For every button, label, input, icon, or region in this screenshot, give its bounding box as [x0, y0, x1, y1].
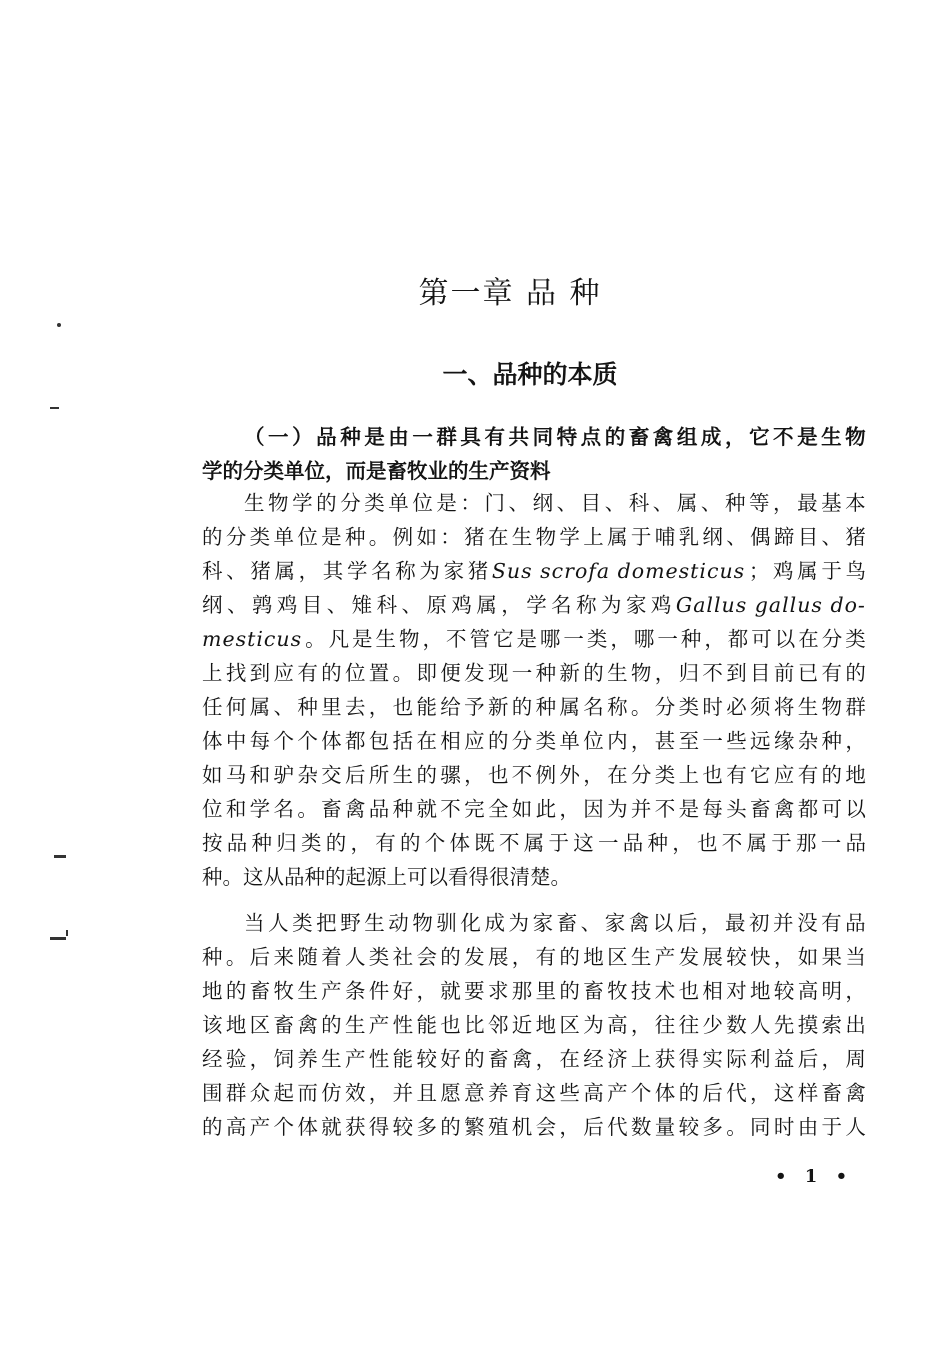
text-line: 位 和 学 名 。 畜 禽 品 种 就 不 完 全 如 此 ， 因 为 并 不 是 每 头 畜 禽 都 可 以 [202, 797, 866, 821]
text-line: 该 地 区 畜 禽 的 生 产 性 能 也 比 邻 近 地 区 为 高 ， 往 往 少 数 人 先 摸 索 出 [202, 1013, 866, 1037]
scan-speck [66, 930, 68, 936]
text-line: 地 的 畜 牧 生 产 条 件 好 ， 就 要 求 那 里 的 畜 牧 技 术 也 相 对 地 较 高 明 ， [202, 979, 866, 1003]
scan-speck [50, 407, 59, 409]
text-line: 经 验 ， 饲 养 生 产 性 能 较 好 的 畜 禽 ， 在 经 济 上 获 得 实 际 利 益 后 ， 周 [202, 1047, 866, 1071]
text-line: 的 分 类 单 位 是 种 。 例 如 ： 猪 在 生 物 学 上 属 于 哺 乳 纲 、 偶 蹄 目 、 猪 [202, 525, 866, 549]
chapter-title: 第一章 品 种 [418, 276, 602, 311]
scan-speck [54, 855, 66, 858]
scan-speck [57, 323, 61, 327]
section-title: 一、品种的本质 [442, 360, 618, 389]
text-line: 体 中 每 个 个 体 都 包 括 在 相 应 的 分 类 单 位 内 ， 甚 至 一 些 远 缘 杂 种 ， [202, 729, 866, 753]
text-line: mesticus 。 凡 是 生 物 ， 不 管 它 是 哪 一 类 ， 哪 一 种 ， 都 可 以 在 分 类 [202, 627, 866, 651]
text-line: 当 人 类 把 野 生 动 物 驯 化 成 为 家 畜 、 家 禽 以 后 ， 最 初 并 没 有 品 [244, 911, 866, 935]
text-line: 学的分类单位，而是畜牧业的生产资料 [202, 459, 551, 483]
text-line: 纲 、 鹑 鸡 目 、 雉 科 、 原 鸡 属 ， 学 名 称 为 家 鸡 Gallus gallus do- [202, 593, 866, 617]
text-line: 上 找 到 应 有 的 位 置 。 即 便 发 现 一 种 新 的 生 物 ， 归 不 到 目 前 已 有 的 [202, 661, 866, 685]
text-line: 围 群 众 起 而 仿 效 ， 并 且 愿 意 养 育 这 些 高 产 个 体 的 后 代 ， 这 样 畜 禽 [202, 1081, 866, 1105]
paragraph-2 [202, 906, 866, 1144]
text-line: 种。这从品种的起源上可以看得很清楚。 [202, 865, 571, 889]
text-line: 种 。 后 来 随 着 人 类 社 会 的 发 展 ， 有 的 地 区 生 产 发 展 较 快 ， 如 果 当 [202, 945, 866, 969]
scan-speck [50, 937, 66, 940]
text-line: 生 物 学 的 分 类 单 位 是 ： 门 、 纲 、 目 、 科 、 属 、 种 等 ， 最 基 本 [244, 491, 866, 515]
paragraph-1 [202, 486, 866, 894]
text-line: 科 、 猪 属 ， 其 学 名 称 为 家 猪 Sus scrofa domesticus ； 鸡 属 于 鸟 [202, 559, 866, 583]
text-line: 按 品 种 归 类 的 ， 有 的 个 体 既 不 属 于 这 一 品 种 ， 也 不 属 于 那 一 品 [202, 831, 866, 855]
text-line: （ 一 ） 品 种 是 由 一 群 具 有 共 同 特 点 的 畜 禽 组 成 ， 它 不 是 生 物 [244, 425, 866, 449]
text-line: 任 何 属 、 种 里 去 ， 也 能 给 予 新 的 种 属 名 称 。 分 类 时 必 须 将 生 物 群 [202, 695, 866, 719]
text-line: 的 高 产 个 体 就 获 得 较 多 的 繁 殖 机 会 ， 后 代 数 量 较 多 。 同 时 由 于 人 [202, 1115, 866, 1139]
subheading [202, 420, 866, 488]
text-line: 如 马 和 驴 杂 交 后 所 生 的 骡 ， 也 不 例 外 ， 在 分 类 上 也 有 它 应 有 的 地 [202, 763, 866, 787]
page-number: • 1 • [775, 1166, 854, 1187]
